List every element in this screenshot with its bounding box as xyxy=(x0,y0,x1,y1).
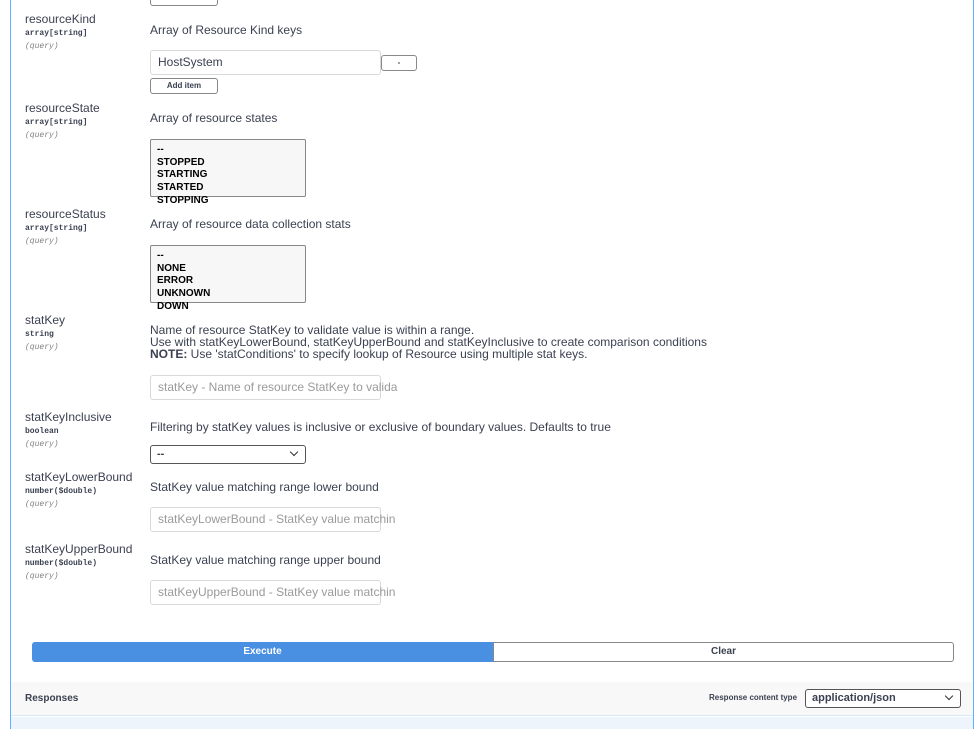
param-desc-statKeyUpperBound: StatKey value matching range upper bound xyxy=(150,553,381,567)
remove-item-button[interactable]: - xyxy=(381,55,417,71)
param-in-resourceKind: (query) xyxy=(25,42,59,51)
option[interactable]: STOPPED xyxy=(157,156,205,168)
option[interactable]: UNKNOWN xyxy=(157,288,211,300)
param-desc-resourceKind: Array of Resource Kind keys xyxy=(150,23,303,37)
clear-button[interactable]: Clear xyxy=(493,642,954,662)
response-content-type-label: Response content type xyxy=(709,693,798,702)
resourceKind-item-input[interactable]: HostSystem xyxy=(150,50,381,75)
param-desc-resourceStatus: Array of resource data collection stats xyxy=(150,217,351,231)
add-item-button[interactable]: Add item xyxy=(150,78,218,94)
parameters-panel xyxy=(10,0,974,729)
execute-button[interactable]: Execute xyxy=(32,642,493,662)
param-name-resourceState: resourceState xyxy=(25,101,100,115)
resourceState-multiselect[interactable] xyxy=(150,139,306,206)
responses-body xyxy=(11,717,973,729)
option[interactable]: STOPPING xyxy=(157,194,209,206)
param-type-statKeyLowerBound: number($double) xyxy=(25,487,98,496)
statKey-desc-line3 xyxy=(150,348,707,360)
resourceStatus-multiselect[interactable] xyxy=(150,245,306,312)
option[interactable]: -- xyxy=(157,144,164,155)
param-desc-resourceState: Array of resource states xyxy=(150,111,278,125)
statKeyInclusive-select[interactable] xyxy=(150,445,306,464)
param-name-statKeyLowerBound: statKeyLowerBound xyxy=(25,470,133,484)
previous-add-item-button[interactable] xyxy=(150,0,218,6)
statKey-desc-line2: Use with statKeyLowerBound, statKeyUpperBound and statKeyInclusive to create comparison conditions xyxy=(150,335,707,349)
statKey-desc-line1: Name of resource StatKey to validate value is within a range. xyxy=(150,323,475,337)
param-desc-statKey xyxy=(150,324,707,360)
chevron-down-icon xyxy=(945,692,953,700)
param-desc-statKeyInclusive: Filtering by statKey values is inclusive or exclusive of boundary values. Defaults to true xyxy=(150,420,611,434)
option[interactable]: STARTED xyxy=(157,182,204,194)
param-in-statKey: (query) xyxy=(25,343,59,352)
param-in-resourceStatus: (query) xyxy=(25,237,59,246)
param-type-statKeyUpperBound: number($double) xyxy=(25,559,98,568)
param-name-statKeyInclusive: statKeyInclusive xyxy=(25,410,112,424)
statKeyUpperBound-input[interactable]: statKeyUpperBound - StatKey value matchin xyxy=(150,580,381,605)
param-type-statKey: string xyxy=(25,330,54,339)
param-type-resourceStatus: array[string] xyxy=(25,224,88,233)
param-name-statKeyUpperBound: statKeyUpperBound xyxy=(25,542,133,556)
param-type-resourceKind: array[string] xyxy=(25,29,88,38)
param-in-statKeyLowerBound: (query) xyxy=(25,500,59,509)
responses-title: Responses xyxy=(25,693,79,704)
option[interactable]: ERROR xyxy=(157,275,194,287)
option[interactable]: STARTING xyxy=(157,169,208,181)
param-name-statKey: statKey xyxy=(25,313,66,327)
option[interactable]: -- xyxy=(157,250,164,261)
param-name-resourceKind: resourceKind xyxy=(25,12,96,26)
statKey-note-text: Use 'statConditions' to specify lookup of Resource using multiple stat keys. xyxy=(187,347,588,361)
statKeyInclusive-selected: -- xyxy=(157,448,165,460)
response-content-type-value: application/json xyxy=(812,692,896,704)
responses-header xyxy=(11,682,973,716)
param-in-resourceState: (query) xyxy=(25,131,59,140)
option[interactable]: NONE xyxy=(157,262,186,274)
param-type-resourceState: array[string] xyxy=(25,118,88,127)
param-in-statKeyInclusive: (query) xyxy=(25,440,59,449)
chevron-down-icon xyxy=(290,448,298,456)
response-content-type-select[interactable] xyxy=(805,689,961,708)
param-name-resourceStatus: resourceStatus xyxy=(25,207,106,221)
option[interactable]: DOWN xyxy=(157,300,189,312)
statKeyLowerBound-input[interactable]: statKeyLowerBound - StatKey value matchin xyxy=(150,507,381,532)
param-type-statKeyInclusive: boolean xyxy=(25,427,59,436)
param-desc-statKeyLowerBound: StatKey value matching range lower bound xyxy=(150,480,379,494)
statKey-input[interactable]: statKey - Name of resource StatKey to valida xyxy=(150,375,381,400)
param-in-statKeyUpperBound: (query) xyxy=(25,572,59,581)
execute-wrapper xyxy=(32,642,954,662)
note-label: NOTE: xyxy=(150,347,188,361)
